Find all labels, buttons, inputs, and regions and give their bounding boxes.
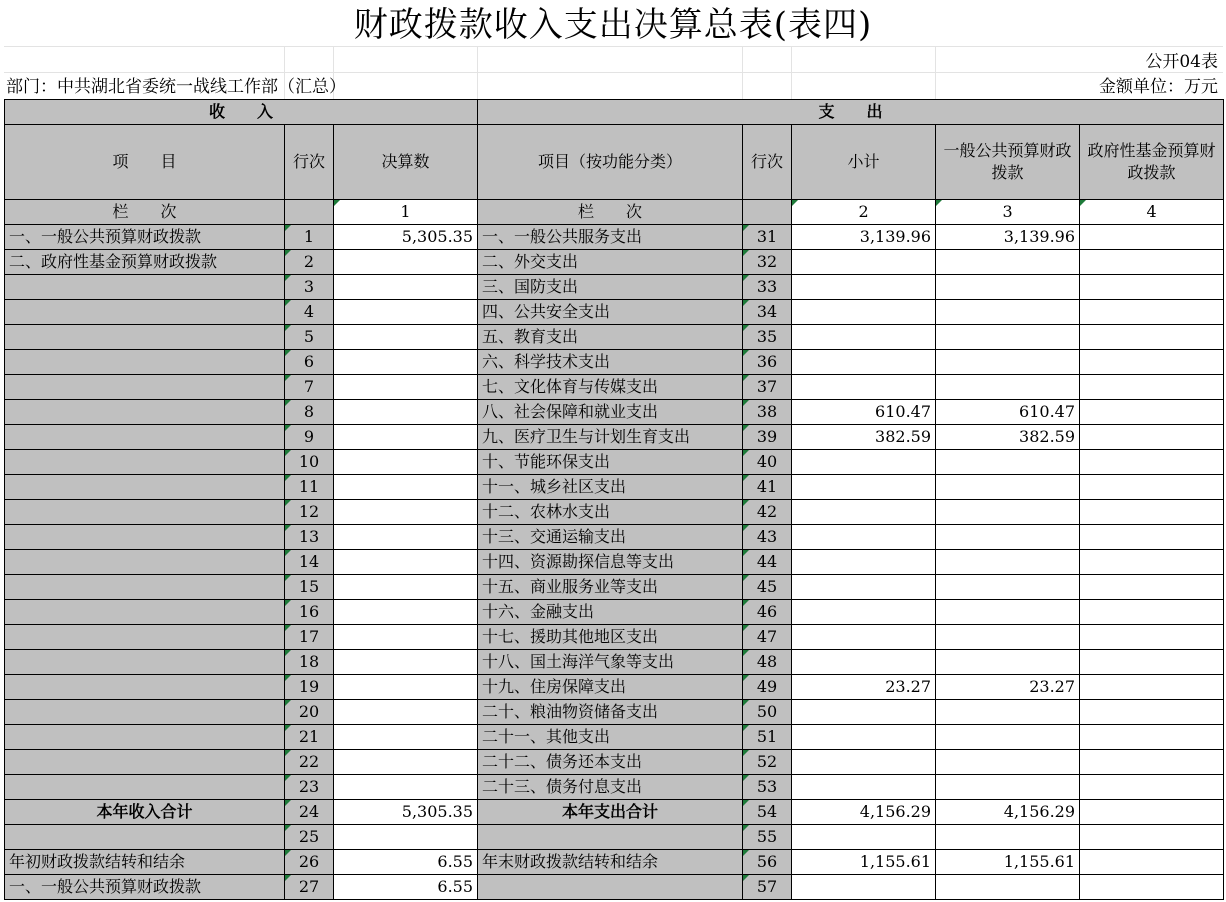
- table-row: [5, 475, 1224, 500]
- general-budget-cell: 23.27: [936, 675, 1080, 700]
- income-row-no-cell: 13: [285, 525, 334, 550]
- general-budget-cell: [936, 600, 1080, 625]
- expenditure-item-cell: 十八、国土海洋气象等支出: [478, 650, 743, 675]
- expenditure-item-cell: 十五、商业服务业等支出: [478, 575, 743, 600]
- table-row: [5, 800, 1224, 825]
- general-budget-cell: [936, 550, 1080, 575]
- subtotal-cell: [792, 825, 936, 850]
- subtotal-cell: [792, 575, 936, 600]
- income-row-no-cell: 2: [285, 250, 334, 275]
- column-number-3: 3: [936, 200, 1080, 225]
- expenditure-item-cell: 十七、援助其他地区支出: [478, 625, 743, 650]
- income-row-no-cell: 26: [285, 850, 334, 875]
- expenditure-item-cell: 九、医疗卫生与计划生育支出: [478, 425, 743, 450]
- income-row-no-cell: 9: [285, 425, 334, 450]
- subtotal-cell: [792, 475, 936, 500]
- gov-fund-cell: [1080, 575, 1224, 600]
- income-amount-cell: [334, 425, 478, 450]
- table-row: [5, 350, 1224, 375]
- income-row-no-cell: 12: [285, 500, 334, 525]
- general-budget-cell: [936, 325, 1080, 350]
- expenditure-row-no-cell: 40: [743, 450, 792, 475]
- income-amount-cell: [334, 500, 478, 525]
- subtotal-cell: [792, 500, 936, 525]
- column-label-2: 栏 次: [478, 200, 743, 225]
- final-amount-header: 决算数: [334, 125, 478, 200]
- form-number: 公开04表: [1145, 52, 1218, 72]
- table-row: [5, 525, 1224, 550]
- expenditure-item-cell: 四、公共安全支出: [478, 300, 743, 325]
- table-row: [5, 650, 1224, 675]
- gov-fund-cell: [1080, 850, 1224, 875]
- item-header: 项 目: [5, 125, 285, 200]
- expenditure-item-cell: 二十二、债务还本支出: [478, 750, 743, 775]
- income-item-cell: 一、一般公共预算财政拨款: [5, 875, 285, 900]
- income-item-cell: [5, 700, 285, 725]
- income-item-cell: [5, 350, 285, 375]
- table-row: [5, 425, 1224, 450]
- expenditure-row-no-cell: 42: [743, 500, 792, 525]
- expenditure-row-no-cell: 39: [743, 425, 792, 450]
- table-row: [5, 850, 1224, 875]
- income-item-cell: [5, 450, 285, 475]
- expenditure-item-cell: 八、社会保障和就业支出: [478, 400, 743, 425]
- expenditure-row-no-cell: 44: [743, 550, 792, 575]
- general-budget-cell: 1,155.61: [936, 850, 1080, 875]
- income-row-no-cell: 17: [285, 625, 334, 650]
- income-item-cell: [5, 675, 285, 700]
- gridline: [4, 72, 1223, 73]
- expenditure-row-no-cell: 45: [743, 575, 792, 600]
- gov-fund-cell: [1080, 325, 1224, 350]
- general-budget-cell: [936, 650, 1080, 675]
- income-row-no-cell: 20: [285, 700, 334, 725]
- income-item-cell: [5, 725, 285, 750]
- expenditure-item-cell: 年末财政拨款结转和结余: [478, 850, 743, 875]
- gov-fund-cell: [1080, 350, 1224, 375]
- income-amount-cell: [334, 825, 478, 850]
- table-row: [5, 325, 1224, 350]
- expenditure-item-cell: 一、一般公共服务支出: [478, 225, 743, 250]
- expenditure-row-no-cell: 54: [743, 800, 792, 825]
- general-budget-cell: [936, 700, 1080, 725]
- table-row: [5, 225, 1224, 250]
- expenditure-row-no-cell: 47: [743, 625, 792, 650]
- row-no-header: 行次: [285, 125, 334, 200]
- gov-fund-cell: [1080, 275, 1224, 300]
- income-amount-cell: [334, 250, 478, 275]
- income-amount-cell: [334, 600, 478, 625]
- income-item-cell: [5, 400, 285, 425]
- expenditure-row-no-cell: 48: [743, 650, 792, 675]
- general-budget-cell: [936, 250, 1080, 275]
- gov-fund-cell: [1080, 775, 1224, 800]
- gov-fund-cell: [1080, 450, 1224, 475]
- income-amount-cell: [334, 350, 478, 375]
- table-row: [5, 450, 1224, 475]
- expenditure-row-no-cell: 33: [743, 275, 792, 300]
- expenditure-item-cell: 六、科学技术支出: [478, 350, 743, 375]
- expenditure-item-cell: 二、外交支出: [478, 250, 743, 275]
- general-budget-cell: [936, 450, 1080, 475]
- income-item-cell: 二、政府性基金预算财政拨款: [5, 250, 285, 275]
- expenditure-item-cell: 本年支出合计: [478, 800, 743, 825]
- income-amount-cell: [334, 375, 478, 400]
- subtotal-cell: 610.47: [792, 400, 936, 425]
- income-row-no-cell: 4: [285, 300, 334, 325]
- gov-fund-cell: [1080, 750, 1224, 775]
- income-amount-cell: [334, 650, 478, 675]
- expenditure-item-cell: 二十一、其他支出: [478, 725, 743, 750]
- expenditure-row-no-cell: 37: [743, 375, 792, 400]
- income-row-no-cell: 23: [285, 775, 334, 800]
- expenditure-item-cell: 三、国防支出: [478, 275, 743, 300]
- expenditure-row-no-cell: 43: [743, 525, 792, 550]
- subtotal-cell: [792, 700, 936, 725]
- general-budget-cell: [936, 750, 1080, 775]
- table-row: [5, 250, 1224, 275]
- gov-fund-header: 政府性基金预算财政拨款: [1080, 125, 1224, 200]
- table-row: [5, 700, 1224, 725]
- subtotal-cell: [792, 375, 936, 400]
- expenditure-item-cell: 十二、农林水支出: [478, 500, 743, 525]
- general-budget-cell: 3,139.96: [936, 225, 1080, 250]
- income-item-cell: [5, 425, 285, 450]
- subtotal-cell: [792, 525, 936, 550]
- income-amount-cell: [334, 275, 478, 300]
- table-row: [5, 750, 1224, 775]
- income-row-no-cell: 6: [285, 350, 334, 375]
- empty-cell: [743, 200, 792, 225]
- gov-fund-cell: [1080, 500, 1224, 525]
- table-row: [5, 550, 1224, 575]
- income-row-no-cell: 18: [285, 650, 334, 675]
- income-item-cell: [5, 600, 285, 625]
- column-number-2: 2: [792, 200, 936, 225]
- gov-fund-cell: [1080, 400, 1224, 425]
- gov-fund-cell: [1080, 725, 1224, 750]
- gov-fund-cell: [1080, 425, 1224, 450]
- income-amount-cell: [334, 300, 478, 325]
- general-budget-cell: [936, 825, 1080, 850]
- general-budget-cell: [936, 500, 1080, 525]
- income-item-cell: [5, 500, 285, 525]
- gov-fund-cell: [1080, 250, 1224, 275]
- income-row-no-cell: 15: [285, 575, 334, 600]
- income-amount-cell: [334, 450, 478, 475]
- gov-fund-cell: [1080, 225, 1224, 250]
- expenditure-row-no-cell: 50: [743, 700, 792, 725]
- general-budget-cell: 4,156.29: [936, 800, 1080, 825]
- income-item-cell: [5, 550, 285, 575]
- income-item-cell: [5, 575, 285, 600]
- income-amount-cell: [334, 325, 478, 350]
- expenditure-item-cell: 七、文化体育与传媒支出: [478, 375, 743, 400]
- income-item-cell: [5, 300, 285, 325]
- expenditure-item-cell: 五、教育支出: [478, 325, 743, 350]
- gov-fund-cell: [1080, 825, 1224, 850]
- expenditure-item-cell: 二十三、债务付息支出: [478, 775, 743, 800]
- subtotal-cell: [792, 350, 936, 375]
- subtotal-cell: [792, 300, 936, 325]
- income-row-no-cell: 16: [285, 600, 334, 625]
- income-row-no-cell: 19: [285, 675, 334, 700]
- subtotal-cell: [792, 625, 936, 650]
- income-row-no-cell: 5: [285, 325, 334, 350]
- expenditure-row-no-cell: 52: [743, 750, 792, 775]
- expenditure-item-cell: 十一、城乡社区支出: [478, 475, 743, 500]
- income-item-cell: [5, 750, 285, 775]
- gridline: [791, 46, 792, 99]
- expenditure-item-cell: 十、节能环保支出: [478, 450, 743, 475]
- income-row-no-cell: 1: [285, 225, 334, 250]
- department-label: 部门：中共湖北省委统一战线工作部（汇总）: [6, 77, 346, 97]
- income-row-no-cell: 3: [285, 275, 334, 300]
- expenditure-row-no-cell: 49: [743, 675, 792, 700]
- table-row: [5, 400, 1224, 425]
- income-amount-cell: [334, 400, 478, 425]
- general-budget-cell: [936, 775, 1080, 800]
- general-budget-cell: [936, 475, 1080, 500]
- income-item-cell: [5, 825, 285, 850]
- expenditure-item-cell: 十三、交通运输支出: [478, 525, 743, 550]
- empty-cell: [285, 200, 334, 225]
- gridline: [477, 46, 478, 99]
- income-row-no-cell: 21: [285, 725, 334, 750]
- gov-fund-cell: [1080, 700, 1224, 725]
- income-amount-cell: [334, 725, 478, 750]
- income-item-cell: [5, 525, 285, 550]
- subtotal-cell: [792, 600, 936, 625]
- gov-fund-cell: [1080, 525, 1224, 550]
- income-amount-cell: [334, 675, 478, 700]
- gov-fund-cell: [1080, 375, 1224, 400]
- income-row-no-cell: 11: [285, 475, 334, 500]
- subtotal-cell: [792, 450, 936, 475]
- general-budget-cell: [936, 875, 1080, 900]
- expenditure-item-cell: 十九、住房保障支出: [478, 675, 743, 700]
- income-amount-cell: [334, 750, 478, 775]
- income-row-no-cell: 14: [285, 550, 334, 575]
- table-row: [5, 675, 1224, 700]
- subtotal-cell: 1,155.61: [792, 850, 936, 875]
- subtotal-cell: 23.27: [792, 675, 936, 700]
- subtotal-cell: [792, 725, 936, 750]
- income-row-no-cell: 7: [285, 375, 334, 400]
- general-budget-cell: [936, 575, 1080, 600]
- subtotal-cell: [792, 250, 936, 275]
- expenditure-row-no-cell: 35: [743, 325, 792, 350]
- income-amount-cell: [334, 525, 478, 550]
- expenditure-row-no-cell: 36: [743, 350, 792, 375]
- expenditure-row-no-cell: 34: [743, 300, 792, 325]
- expenditure-row-no-cell: 53: [743, 775, 792, 800]
- income-amount-cell: [334, 625, 478, 650]
- subtotal-cell: [792, 875, 936, 900]
- page-title: 财政拨款收入支出决算总表(表四): [353, 5, 873, 45]
- gov-fund-cell: [1080, 800, 1224, 825]
- subtotal-cell: 3,139.96: [792, 225, 936, 250]
- subtotal-cell: [792, 650, 936, 675]
- income-amount-cell: [334, 775, 478, 800]
- expenditure-row-no-cell: 38: [743, 400, 792, 425]
- amount-unit-label: 金额单位：万元: [1099, 77, 1218, 97]
- expenditure-row-no-cell: 51: [743, 725, 792, 750]
- budget-table: [4, 99, 1224, 900]
- table-row: [5, 575, 1224, 600]
- table-row: [5, 625, 1224, 650]
- income-amount-cell: 5,305.35: [334, 800, 478, 825]
- table-row: [5, 725, 1224, 750]
- subtotal-header: 小计: [792, 125, 936, 200]
- expenditure-item-cell: 十六、金融支出: [478, 600, 743, 625]
- gov-fund-cell: [1080, 600, 1224, 625]
- expenditure-item-cell: [478, 875, 743, 900]
- table-row: [5, 375, 1224, 400]
- expenditure-row-no-cell: 31: [743, 225, 792, 250]
- table-row: [5, 275, 1224, 300]
- gov-fund-cell: [1080, 650, 1224, 675]
- expenditure-row-no-cell: 46: [743, 600, 792, 625]
- table-row: [5, 600, 1224, 625]
- income-amount-cell: [334, 700, 478, 725]
- gov-fund-cell: [1080, 550, 1224, 575]
- row-no-header-2: 行次: [743, 125, 792, 200]
- income-row-no-cell: 22: [285, 750, 334, 775]
- income-amount-cell: [334, 575, 478, 600]
- item-by-function-header: 项目（按功能分类）: [478, 125, 743, 200]
- gov-fund-cell: [1080, 475, 1224, 500]
- gridline: [4, 46, 1223, 47]
- gov-fund-cell: [1080, 875, 1224, 900]
- subtotal-cell: [792, 550, 936, 575]
- general-budget-cell: [936, 625, 1080, 650]
- subtotal-cell: [792, 775, 936, 800]
- income-row-no-cell: 25: [285, 825, 334, 850]
- income-item-cell: [5, 475, 285, 500]
- general-budget-cell: [936, 300, 1080, 325]
- general-budget-cell: [936, 375, 1080, 400]
- income-row-no-cell: 24: [285, 800, 334, 825]
- income-row-no-cell: 8: [285, 400, 334, 425]
- income-item-cell: [5, 775, 285, 800]
- table-row: [5, 825, 1224, 850]
- income-item-cell: 一、一般公共预算财政拨款: [5, 225, 285, 250]
- income-item-cell: [5, 325, 285, 350]
- table-row: [5, 875, 1224, 900]
- income-amount-cell: 6.55: [334, 875, 478, 900]
- income-item-cell: [5, 650, 285, 675]
- income-amount-cell: 6.55: [334, 850, 478, 875]
- expenditure-row-no-cell: 57: [743, 875, 792, 900]
- income-item-cell: [5, 275, 285, 300]
- general-budget-header: 一般公共预算财政拨款: [936, 125, 1080, 200]
- expenditure-row-no-cell: 56: [743, 850, 792, 875]
- general-budget-cell: [936, 725, 1080, 750]
- table-row: [5, 300, 1224, 325]
- gridline: [935, 46, 936, 99]
- gridline: [742, 46, 743, 99]
- income-amount-cell: [334, 550, 478, 575]
- subtotal-cell: [792, 275, 936, 300]
- general-budget-cell: 610.47: [936, 400, 1080, 425]
- income-item-cell: [5, 375, 285, 400]
- general-budget-cell: [936, 525, 1080, 550]
- income-row-no-cell: 10: [285, 450, 334, 475]
- income-item-cell: [5, 625, 285, 650]
- table-row: [5, 500, 1224, 525]
- table-row: [5, 775, 1224, 800]
- subtotal-cell: 382.59: [792, 425, 936, 450]
- expenditure-section-header: 支 出: [478, 100, 1224, 125]
- general-budget-cell: [936, 275, 1080, 300]
- expenditure-row-no-cell: 55: [743, 825, 792, 850]
- expenditure-row-no-cell: 32: [743, 250, 792, 275]
- expenditure-item-cell: 十四、资源勘探信息等支出: [478, 550, 743, 575]
- expenditure-item-cell: [478, 825, 743, 850]
- general-budget-cell: [936, 350, 1080, 375]
- gov-fund-cell: [1080, 675, 1224, 700]
- income-item-cell: 年初财政拨款结转和结余: [5, 850, 285, 875]
- income-section-header: 收 入: [5, 100, 478, 125]
- column-label: 栏 次: [5, 200, 285, 225]
- expenditure-row-no-cell: 41: [743, 475, 792, 500]
- column-number-4: 4: [1080, 200, 1224, 225]
- gov-fund-cell: [1080, 625, 1224, 650]
- subtotal-cell: [792, 750, 936, 775]
- subtotal-cell: 4,156.29: [792, 800, 936, 825]
- income-row-no-cell: 27: [285, 875, 334, 900]
- gov-fund-cell: [1080, 300, 1224, 325]
- expenditure-item-cell: 二十、粮油物资储备支出: [478, 700, 743, 725]
- general-budget-cell: 382.59: [936, 425, 1080, 450]
- income-amount-cell: [334, 475, 478, 500]
- column-number-1: 1: [334, 200, 478, 225]
- income-amount-cell: 5,305.35: [334, 225, 478, 250]
- income-item-cell: 本年收入合计: [5, 800, 285, 825]
- subtotal-cell: [792, 325, 936, 350]
